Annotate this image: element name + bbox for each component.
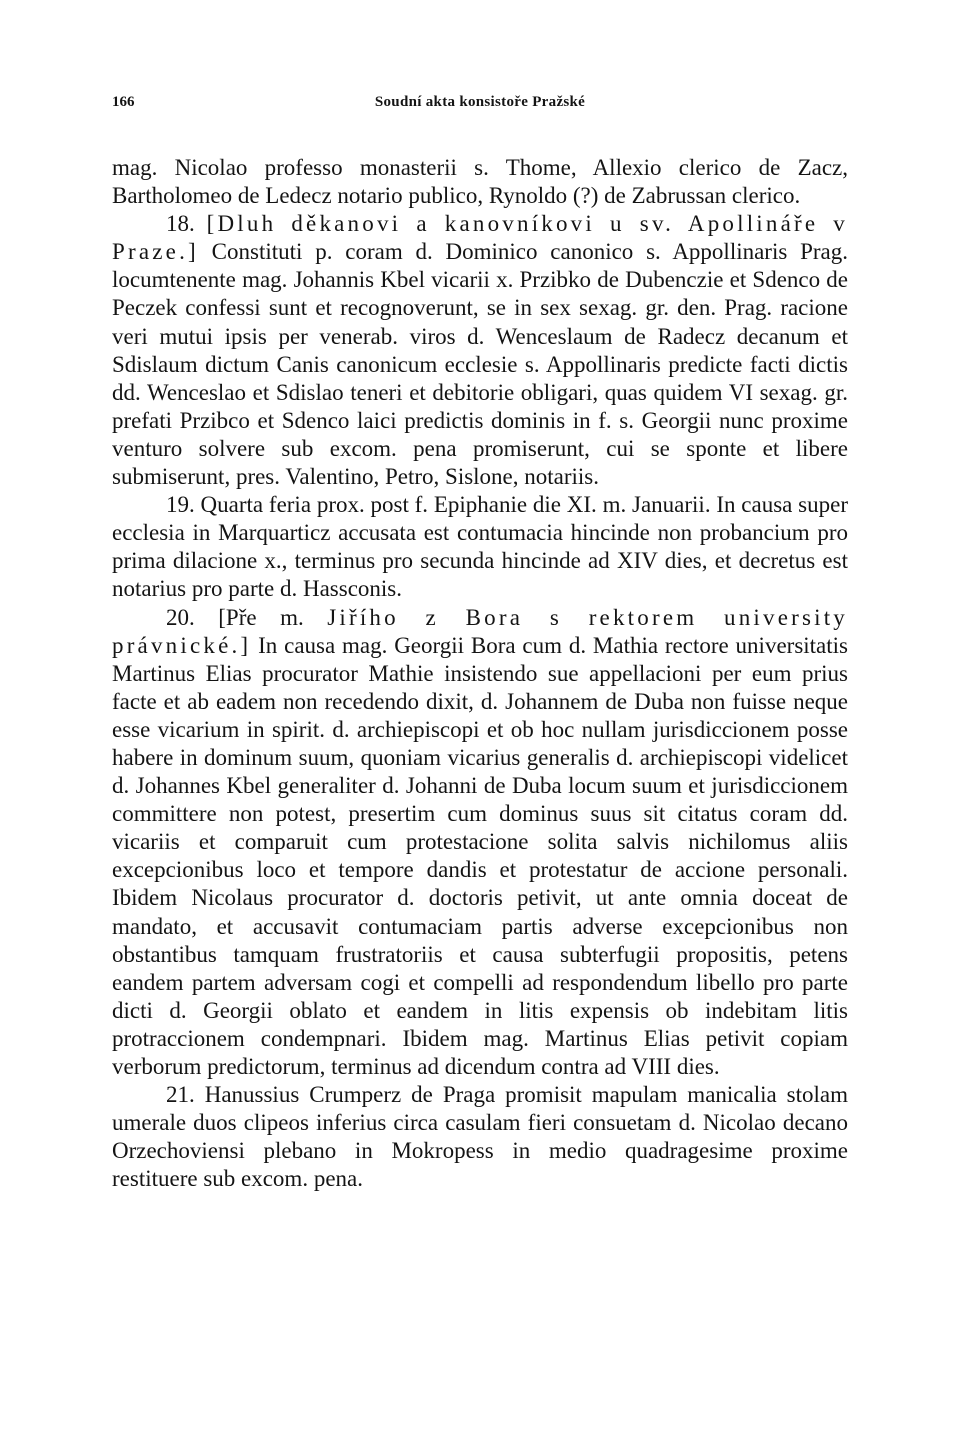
entry-18-text: Constituti p. coram d. Dominico canonico s. Appollinaris Prag. locumtenente mag. Johannis Kbel vicarii x. Przibko de Dubenczie et Sdenco de Peczek confessi sunt et recognoverunt, se in sex sexag. gr. den. Prag. racione veri mutui ipsis per venerab. viros d. Wenceslaum de Radecz decanum et Sdislaum dictum Canis canonicum ecclesie s. Appollinaris predicte facti dictis dd. Wenceslao et Sdislao teneri et debitorie obligari, quas quidem VI sexag. gr. prefati Przibco et Sdenco laici predictis dominis in f. s. Georgii nunc proxime venturo solvere sub excom. pena promiserunt, cui se sponte et libere submiserunt, pres. Valentino, Petro, Sislone, notariis. (112, 239, 848, 490)
entry-19: 19. Quarta feria prox. post f. Epiphanie die XI. m. Januarii. In causa super ecclesia in Marquarticz accusata est contumacia hincinde non probancium pro prima dilacione x., terminus pro secunda hincinde ad XIV dies, et decretus est notarius pro parte d. Hassconis. (112, 492, 848, 602)
entry-20 (112, 604, 848, 1082)
entry-21: 21. Hanussius Crumperz de Praga promisit mapulam manicalia stolam umerale duos clipeos inferius circa casulam fieri consuetam d. Nicolao decano Orzechoviensi plebano in Mokropess in medio quadragesime proxime restituere sub excom. pena. (112, 1082, 848, 1192)
page-header (112, 94, 848, 118)
entry-18-number: 18. (166, 211, 207, 237)
entry-20-heading: Jiřího z Bora s rektorem university právnické.] (112, 604, 849, 658)
paragraph-continuation: mag. Nicolao professo monasterii s. Thome, Allexio clerico de Zacz, Bartholomeo de Ledecz notario publico, Rynoldo (?) de Zabrussan clerico. (112, 155, 848, 209)
body-text (112, 154, 848, 1193)
entry-20-text: In causa mag. Georgii Bora cum d. Mathia rectore universitatis Martinus Elias procurator Mathie insistendo sue appellacioni per eum prius facte et ab eadem non recedendo dixit, d. Johannem de Duba non fuisse neque esse vicarium in spirit. d. archiepiscopi et ob hoc nullam jurisdiccionem posse habere in dominum suum, quoniam vicarius generalis d. archiepiscopi videlicet d. Johannes Kbel generaliter d. Johanni de Duba locum suum et jurisdiccionem committere non potest, presertim cum dominus suus sit citatus coram dd. vicariis et comparuit cum protestacione solita salvis nichilomus aliis excepcionibus loco et tempore dandis et protestatur de accione personali. Ibidem Nicolaus procurator d. doctoris petivit, ut ante omnia doceat de mandato, et accusavit contumaciam partis adverse excepcionibus non obstantibus tamquam frustratoriis et causa subterfugii propositis, petens eandem partem adversam cogi et compelli ad respondendum libello pro parte dicti d. Georgii oblato et eandem in litis expensis ob indebitam litis protraccionem condempnari. Ibidem mag. Martinus Elias petivit copiam verborum predictorum, terminus ad dicendum contra ad VIII dies. (112, 632, 848, 1079)
entry-18-heading: [Dluh děkanovi a kanovníkovi u sv. Apollináře v Praze.] (112, 211, 849, 265)
page-number: 166 (112, 94, 135, 110)
entry-18 (112, 210, 848, 491)
entry-20-heading-start: [Pře m. (218, 604, 328, 630)
running-title: Soudní akta konsistoře Pražské (374, 94, 586, 110)
entry-20-number: 20. (166, 604, 219, 630)
